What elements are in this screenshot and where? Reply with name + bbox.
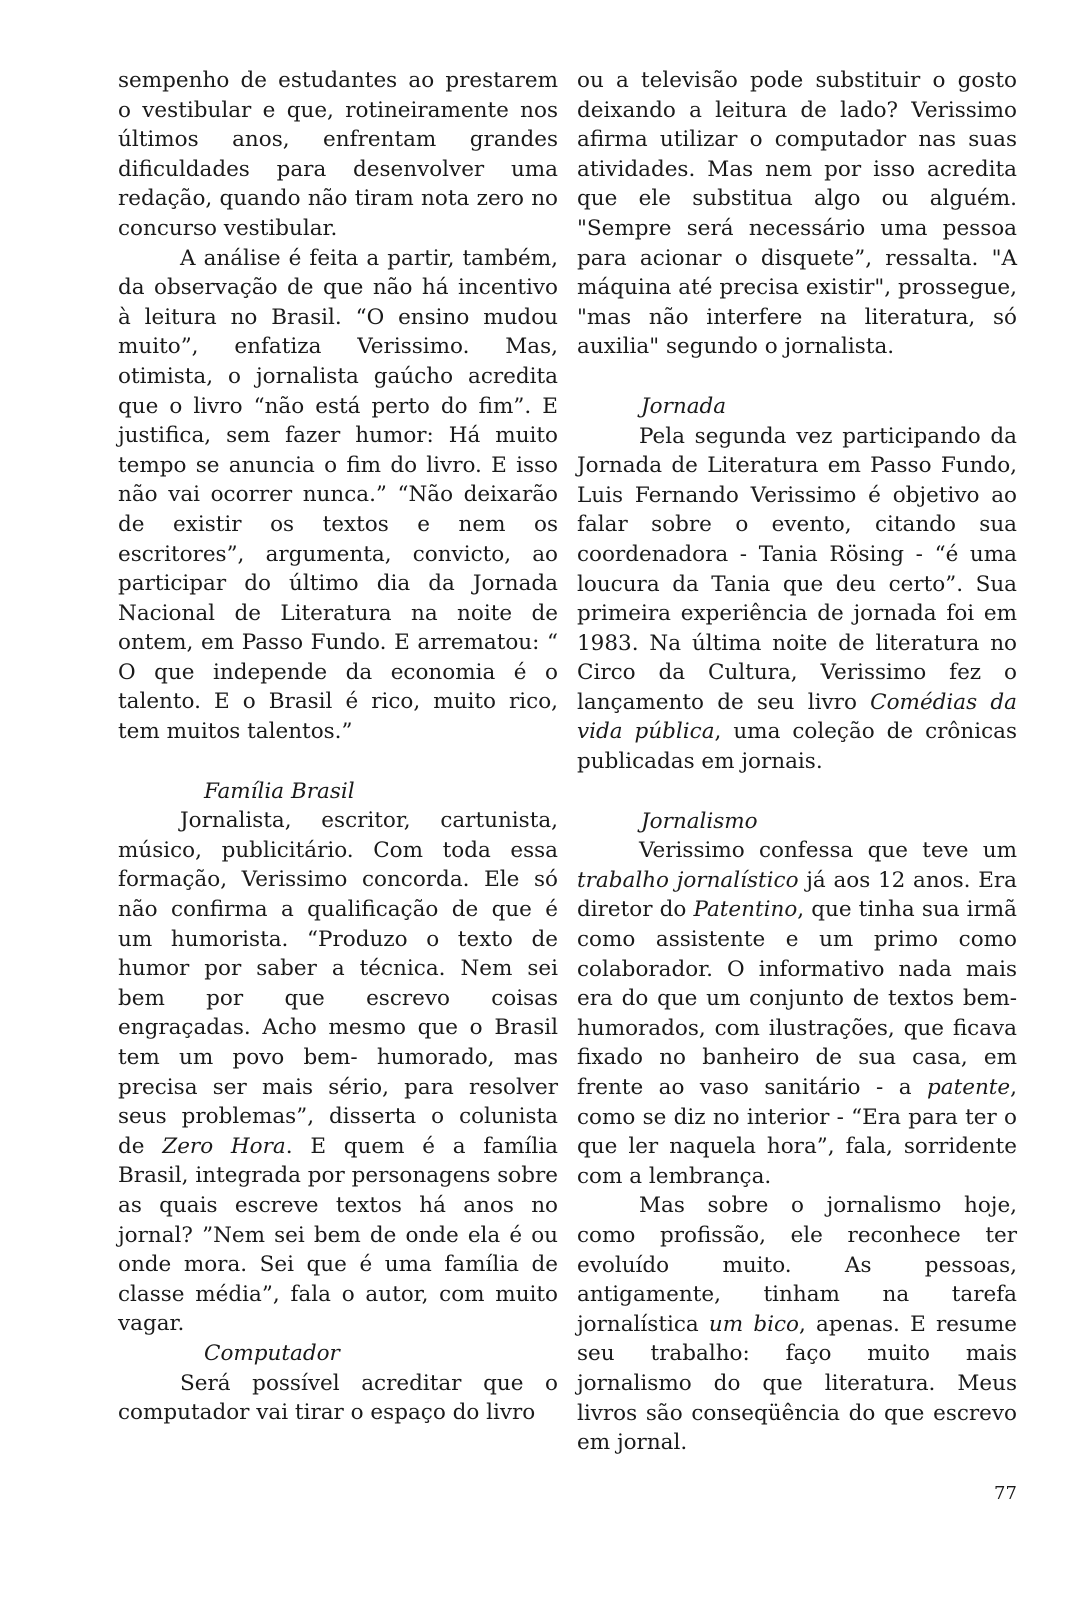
text-run: Mas sobre o jornalismo hoje, como profissão, ele reconhece ter evoluído muito. As pessoas, antigamente, tinham na tarefa jornalística — [577, 1193, 1017, 1337]
text-run: , como se diz no interior - “Era para ter o que ler naquela hora”, fala, sorridente com a lembrança. — [577, 1075, 1017, 1189]
section-heading-jornalismo: Jornalismo — [641, 808, 758, 834]
paragraph: sempenho de estudantes ao prestarem o vestibular e que, rotineiramente nos últimos anos, enfrentam grandes dificuldades para desenvolver uma redação, quando não tiram nota zero no concurso vestibular. — [118, 68, 558, 241]
page-number: 77 — [994, 1483, 1017, 1504]
text-run: , uma coleção de crônicas publicadas em jornais. — [577, 719, 1017, 775]
paragraph: A análise é feita a partir, também, da observação de que não há incentivo à leitura no Brasil. “O ensino mudou muito”, enfatiza Verissimo. Mas, otimista, o jornalista gaúcho acredita que o livro “não está perto do fim”. E justifica, sem fazer humor: Há muito tempo se anuncia o fim do livro. E isso não vai ocorrer nunca.” “Não deixarão de existir os textos e nem os escritores”, argumenta, convicto, ao participar do último dia da Jornada Nacional de Literatura na noite de ontem, em Passo Fundo. E arrematou: “ O que independe da economia é o talento. E o Brasil é rico, muito rico, tem muitos talentos.” — [118, 245, 558, 745]
italic-text: Zero Hora — [162, 1133, 286, 1159]
italic-text: trabalho jornalístico — [577, 867, 799, 893]
left-text-column — [118, 66, 558, 1428]
text-run: , apenas. E resume seu trabalho: faço muito mais jornalismo do que literatura. Meus livros são conseqüência do que escrevo em jornal. — [577, 1311, 1017, 1456]
paragraph: ou a televisão pode substituir o gosto deixando a leitura de lado? Verissimo afirma utilizar o computador nas suas atividades. Mas nem por isso acredita que ele substitua algo ou alguém. "Sempre será necessário uma pessoa para acionar o disquete”, ressalta. "A máquina até precisa existir", prossegue, "mas não interfere na literatura, só auxilia" segundo o jornalista. — [577, 68, 1017, 360]
italic-text: Patentino — [693, 897, 798, 923]
paragraph: Será possível acreditar que o computador vai tirar o espaço do livro — [118, 1370, 558, 1426]
paragraph — [118, 806, 558, 1339]
paragraph — [577, 836, 1017, 1191]
text-run: . E quem é a família Brasil, integrada por personagens sobre as quais escreve textos há anos no jornal? ”Nem sei bem de onde ela é ou onde mora. Sei que é uma família de classe média”, fala o autor, com muito vagar. — [118, 1133, 558, 1337]
text-run: Jornalista, escritor, cartunista, músico, publicitário. Com toda essa formação, Verissimo concorda. Ele só não confirma a qualificação de que é um humorista. “Produzo o texto de humor por saber a técnica. Nem sei bem por que escrevo coisas engraçadas. Acho mesmo que o Brasil tem um povo bem- humorado, mas precisa ser mais sério, para resolver seus problemas”, disserta o colunista de — [118, 808, 558, 1159]
text-run: Pela segunda vez participando da Jornada de Literatura em Passo Fundo, Luis Fernando Verissimo é objetivo ao falar sobre o evento, citando sua coordenadora - Tania Rösing - “é uma loucura da Tania que deu certo”. Sua primeira experiência de jornada foi em 1983. Na última noite de literatura no Circo da Cultura, Verissimo fez o lançamento de seu livro — [577, 423, 1017, 715]
italic-text: Comédias da vida pública — [577, 689, 1017, 745]
italic-text: um bico — [708, 1311, 799, 1337]
section-heading-jornada: Jornada — [641, 393, 727, 419]
right-text-column — [577, 66, 1017, 1458]
italic-text: patente — [927, 1075, 1011, 1100]
text-run: já aos 12 anos. Era diretor do — [577, 867, 1017, 923]
section-heading-computador: Computador — [204, 1340, 340, 1366]
paragraph — [577, 1191, 1017, 1457]
text-run: , que tinha sua irmã como assistente e um primo como colaborador. O informativo nada mais era do que um conjunto de textos bem- humorados, com ilustrações, que ficava fixado no banheiro de sua casa, em frente ao vaso sanitário - a — [577, 897, 1017, 1100]
text-run: Verissimo confessa que teve um — [639, 838, 1017, 864]
paragraph — [577, 422, 1017, 777]
section-heading-familia-brasil: Família Brasil — [204, 778, 355, 804]
